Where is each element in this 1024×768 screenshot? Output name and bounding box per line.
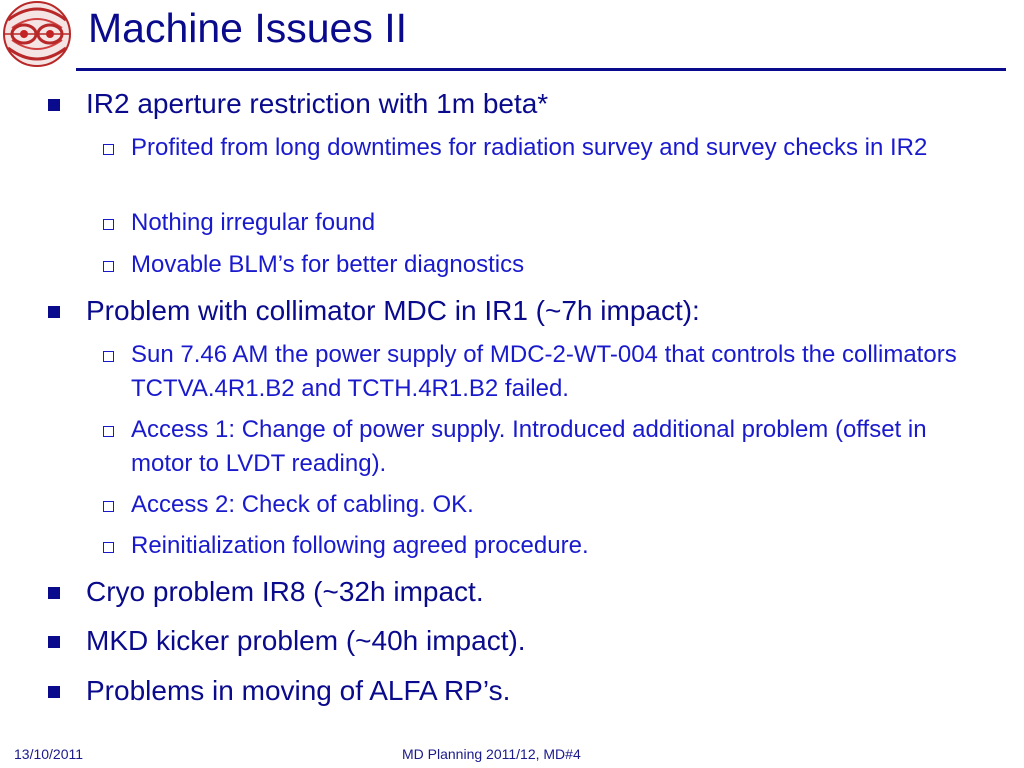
list-item-text: Profited from long downtimes for radiation survey and survey checks in IR2 <box>131 134 928 161</box>
list-item-text: Nothing irregular found <box>131 209 376 236</box>
lhc-logo-icon <box>2 0 72 68</box>
square-bullet-icon <box>48 587 60 599</box>
hollow-square-bullet-icon <box>103 219 114 230</box>
square-bullet-icon <box>48 99 60 111</box>
hollow-square-bullet-icon <box>103 351 114 362</box>
square-bullet-icon <box>48 686 60 698</box>
hollow-square-bullet-icon <box>103 426 114 437</box>
hollow-square-bullet-icon <box>103 261 114 272</box>
list-item-text: Sun 7.46 AM the power supply of MDC-2-WT-004 that controls the collimators TCTVA.4R1.B2 and TCTH.4R1.B2 failed. <box>131 341 957 402</box>
hollow-square-bullet-icon <box>103 542 114 553</box>
footer-date: 13/10/2011 <box>14 746 84 762</box>
square-bullet-icon <box>48 636 60 648</box>
slide-title: Machine Issues II <box>88 5 408 51</box>
list-item-text: Access 2: Check of cabling. OK. <box>131 491 474 518</box>
list-item-text: Movable BLM’s for better diagnostics <box>131 251 525 278</box>
list-item-text: MKD kicker problem (~40h impact). <box>86 625 526 656</box>
list-item-text: Problems in moving of ALFA RP’s. <box>86 675 511 706</box>
list-item-text: Access 1: Change of power supply. Introduced additional problem (offset in motor to LVDT reading). <box>131 416 927 477</box>
list-item-text: IR2 aperture restriction with 1m beta* <box>86 88 549 119</box>
list-item-text: Cryo problem IR8 (~32h impact. <box>86 576 484 607</box>
footer-title: MD Planning 2011/12, MD#4 <box>402 746 581 762</box>
hollow-square-bullet-icon <box>103 501 114 512</box>
square-bullet-icon <box>48 306 60 318</box>
title-divider <box>76 68 1006 71</box>
list-item-text: Reinitialization following agreed procedure. <box>131 532 589 559</box>
list-item-text: Problem with collimator MDC in IR1 (~7h impact): <box>86 295 700 326</box>
hollow-square-bullet-icon <box>103 144 114 155</box>
